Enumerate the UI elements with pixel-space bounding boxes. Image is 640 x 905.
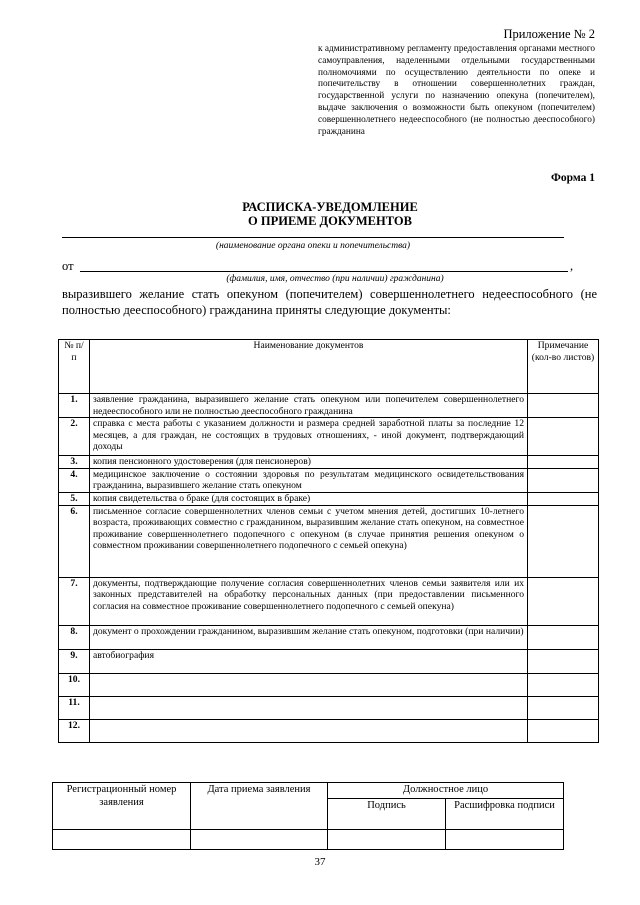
row-number: 4. (59, 468, 90, 492)
organ-name-line (62, 237, 564, 238)
document-name: копия пенсионного удостоверения (для пенсионеров) (90, 456, 528, 469)
document-note[interactable] (528, 696, 599, 719)
document-name: документ о прохождении гражданином, выразившим желание стать опекуном, подготовки (при наличии) (90, 625, 528, 649)
table-row (59, 418, 599, 456)
table-row (59, 649, 599, 673)
receipt-date-cell[interactable] (191, 829, 328, 849)
signature-decoding-cell[interactable] (446, 829, 564, 849)
table-row (59, 468, 599, 492)
appendix-text: к административному регламенту предоставления органами местного самоуправления, наделенными отдельными государственными полномочиями по осуществлению деятельности по опеке и попечительству в отношении совершеннолетних граждан, государственной услуги по назначению опекуна (попечителем), выдаче заключения о возможности быть опекуном (попечителем) совершеннолетнего недееспособного (не полностью дееспособного) гражданина (318, 44, 595, 137)
row-number: 1. (59, 394, 90, 418)
row-number: 9. (59, 649, 90, 673)
document-note[interactable] (528, 492, 599, 505)
document-note[interactable] (528, 394, 599, 418)
document-name: заявление гражданина, выразившего желание стать опекуном или попечителем совершеннолетнего недееспособного или не полностью дееспособного гражданина (90, 394, 528, 418)
registration-number-header: Регистрационный номер заявления (53, 783, 191, 830)
header-document-name: Наименование документов (90, 340, 528, 394)
document-title-line-1: РАСПИСКА-УВЕДОМЛЕНИЕ (242, 200, 418, 214)
document-note[interactable] (528, 719, 599, 742)
row-number: 11. (59, 696, 90, 719)
documents-table-header (59, 340, 599, 394)
document-name (90, 673, 528, 696)
document-note[interactable] (528, 625, 599, 649)
registration-header-row (53, 783, 564, 799)
row-number: 8. (59, 625, 90, 649)
signature-cell[interactable] (328, 829, 446, 849)
table-row (59, 696, 599, 719)
document-note[interactable] (528, 577, 599, 625)
header-number: № п/п (59, 340, 90, 394)
document-name: копия свидетельства о браке (для состоящих в браке) (90, 492, 528, 505)
table-row (59, 577, 599, 625)
document-note[interactable] (528, 418, 599, 456)
document-title-line-2: О ПРИЕМЕ ДОКУМЕНТОВ (248, 214, 412, 228)
document-name: справка с места работы с указанием должности и размера средней заработной платы за последние 12 месяцев, а для граждан, не состоящих в трудовых отношениях, - иной документ, подтверждающий доходы (90, 418, 528, 456)
document-note[interactable] (528, 468, 599, 492)
row-number: 2. (59, 418, 90, 456)
row-number: 10. (59, 673, 90, 696)
body-text: выразившего желание стать опекуном (попечителем) совершеннолетнего недееспособного (не полностью дееспособного) гражданина приняты следующие документы: (62, 287, 597, 317)
row-number: 6. (59, 505, 90, 577)
comma: , (570, 259, 574, 273)
signature-decoding-header: Расшифровка подписи (446, 798, 564, 829)
row-number: 12. (59, 719, 90, 742)
document-name: автобиография (90, 649, 528, 673)
document-title (60, 200, 600, 228)
row-number: 5. (59, 492, 90, 505)
document-name: письменное согласие совершеннолетних членов семьи с учетом мнения детей, достигших 10-летнего возраста, проживающих совместно с гражданином, выразившим желание стать опекуном, на совместное проживание совершеннолетнего подопечного с опекуном (в случае принятия решения опекуном о совместном проживании совершеннолетнего подопечного с семьей опекуна) (90, 505, 528, 577)
document-name (90, 719, 528, 742)
appendix-title: Приложение № 2 (503, 27, 595, 41)
document-note[interactable] (528, 456, 599, 469)
document-note[interactable] (528, 649, 599, 673)
row-number: 7. (59, 577, 90, 625)
organ-caption: (наименование органа опеки и попечительства) (215, 241, 411, 251)
document-name: документы, подтверждающие получение согласия совершеннолетних членов семьи заявителя или их законных представителей на обработку персональных данных (при предоставлении письменного согласия на совместное проживание совершеннолетнего подопечного с семьей опекуна) (90, 577, 528, 625)
header-note: Примечание (кол-во листов) (528, 340, 599, 394)
document-name: медицинское заключение о состоянии здоровья по результатам медицинского освидетельствования гражданина, выразившего желание стать опекуном (90, 468, 528, 492)
page-number: 37 (314, 856, 326, 868)
signature-header: Подпись (328, 798, 446, 829)
documents-table (58, 339, 599, 743)
document-name (90, 696, 528, 719)
registration-number-cell[interactable] (53, 829, 191, 849)
official-header: Должностное лицо (328, 783, 564, 799)
person-caption: (фамилия, имя, отчество (при наличии) гражданина) (226, 274, 444, 284)
form-label: Форма 1 (551, 172, 595, 184)
table-row (59, 625, 599, 649)
from-label: от (62, 259, 74, 273)
table-row (59, 394, 599, 418)
receipt-date-header: Дата приема заявления (191, 783, 328, 830)
registration-table (52, 782, 564, 850)
table-row (59, 673, 599, 696)
document-note[interactable] (528, 505, 599, 577)
registration-empty-row (53, 829, 564, 849)
table-row (59, 456, 599, 469)
document-note[interactable] (528, 673, 599, 696)
row-number: 3. (59, 456, 90, 469)
table-row (59, 492, 599, 505)
table-row (59, 719, 599, 742)
person-name-line (80, 271, 568, 272)
table-row (59, 505, 599, 577)
